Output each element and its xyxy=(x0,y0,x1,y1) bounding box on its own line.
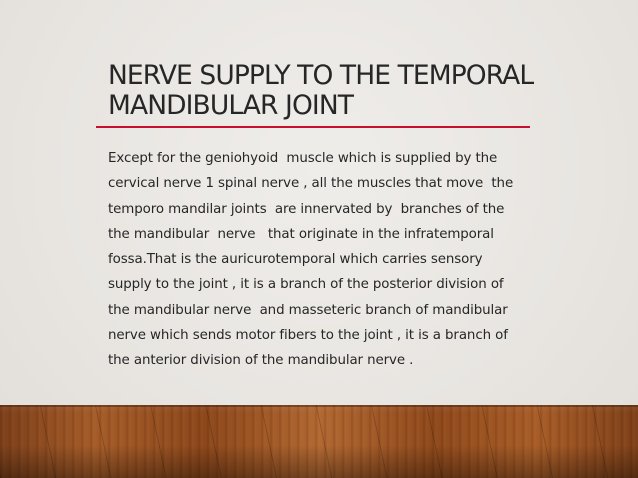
floor-edge-line xyxy=(0,405,638,407)
body-line: supply to the joint , it is a branch of the posterior division of xyxy=(108,277,504,293)
body-line: the mandibular nerve that originate in the infratemporal xyxy=(108,226,494,242)
slide-title xyxy=(108,61,578,121)
body-line: temporo mandilar joints are innervated by branches of the xyxy=(108,201,505,217)
title-divider xyxy=(96,126,530,128)
body-line: the mandibular nerve and masseteric branch of mandibular xyxy=(108,302,508,318)
body-line: fossa.That is the auricurotemporal which carries sensory xyxy=(108,252,483,268)
body-line: nerve which sends motor fibers to the joint , it is a branch of xyxy=(108,328,508,344)
body-line: the anterior division of the mandibular nerve . xyxy=(108,353,414,369)
title-line: NERVE SUPPLY TO THE TEMPORAL xyxy=(108,60,534,91)
body-line: cervical nerve 1 spinal nerve , all the muscles that move the xyxy=(108,176,514,192)
body-line: Except for the geniohyoid muscle which is supplied by the xyxy=(108,151,498,166)
wood-floor-decoration xyxy=(0,405,638,478)
title-line: MANDIBULAR JOINT xyxy=(108,90,354,121)
body-paragraph xyxy=(108,146,563,374)
